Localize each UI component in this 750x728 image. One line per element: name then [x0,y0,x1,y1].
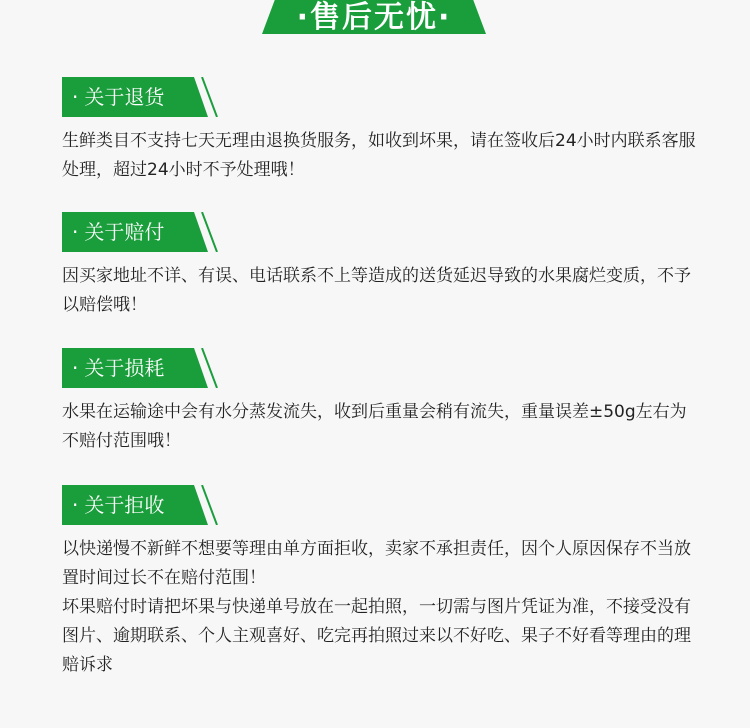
section-tag [62,212,222,252]
tag-label [72,82,164,112]
tag-title: 关于拒收 [84,493,165,517]
tag-dot: · [72,85,79,109]
section-compensation [62,212,702,320]
section-rejection [62,485,702,680]
banner-title: ·售后无忧· [296,0,452,35]
section-returns [62,77,702,185]
tag-label [72,217,164,247]
tag-title: 关于损耗 [84,356,165,380]
tag-dot: · [72,220,79,244]
tag-label [72,353,164,383]
tag-dot: · [72,493,79,517]
tag-label [72,490,164,520]
section-loss [62,348,702,456]
section-tag [62,485,222,525]
section-tag [62,348,222,388]
section-paragraph: 水果在运输途中会有水分蒸发流失，收到后重量会稍有流失，重量误差±50g左右为不赔付范围哦！ [62,402,687,451]
tag-title: 关于赔付 [84,220,165,244]
section-paragraph: 以快递慢不新鲜不想要等理由单方面拒收，卖家不承担责任，因个人原因保存不当放置时间过长不在赔付范围！ [62,539,691,588]
tag-dot: · [72,356,79,380]
tag-title: 关于退货 [84,85,165,109]
section-paragraph: 生鲜类目不支持七天无理由退换货服务，如收到坏果，请在签收后24小时内联系客服处理，超过24小时不予处理哦！ [62,131,696,180]
after-sales-banner [262,0,486,34]
section-paragraph: 坏果赔付时请把坏果与快递单号放在一起拍照，一切需与图片凭证为准，不接受没有图片、逾期联系、个人主观喜好、吃完再拍照过来以不好吃、果子不好看等理由的理赔诉求 [62,597,691,675]
section-paragraph: 因买家地址不详、有误、电话联系不上等造成的送货延迟导致的水果腐烂变质，不予以赔偿哦！ [62,266,691,315]
section-tag [62,77,222,117]
